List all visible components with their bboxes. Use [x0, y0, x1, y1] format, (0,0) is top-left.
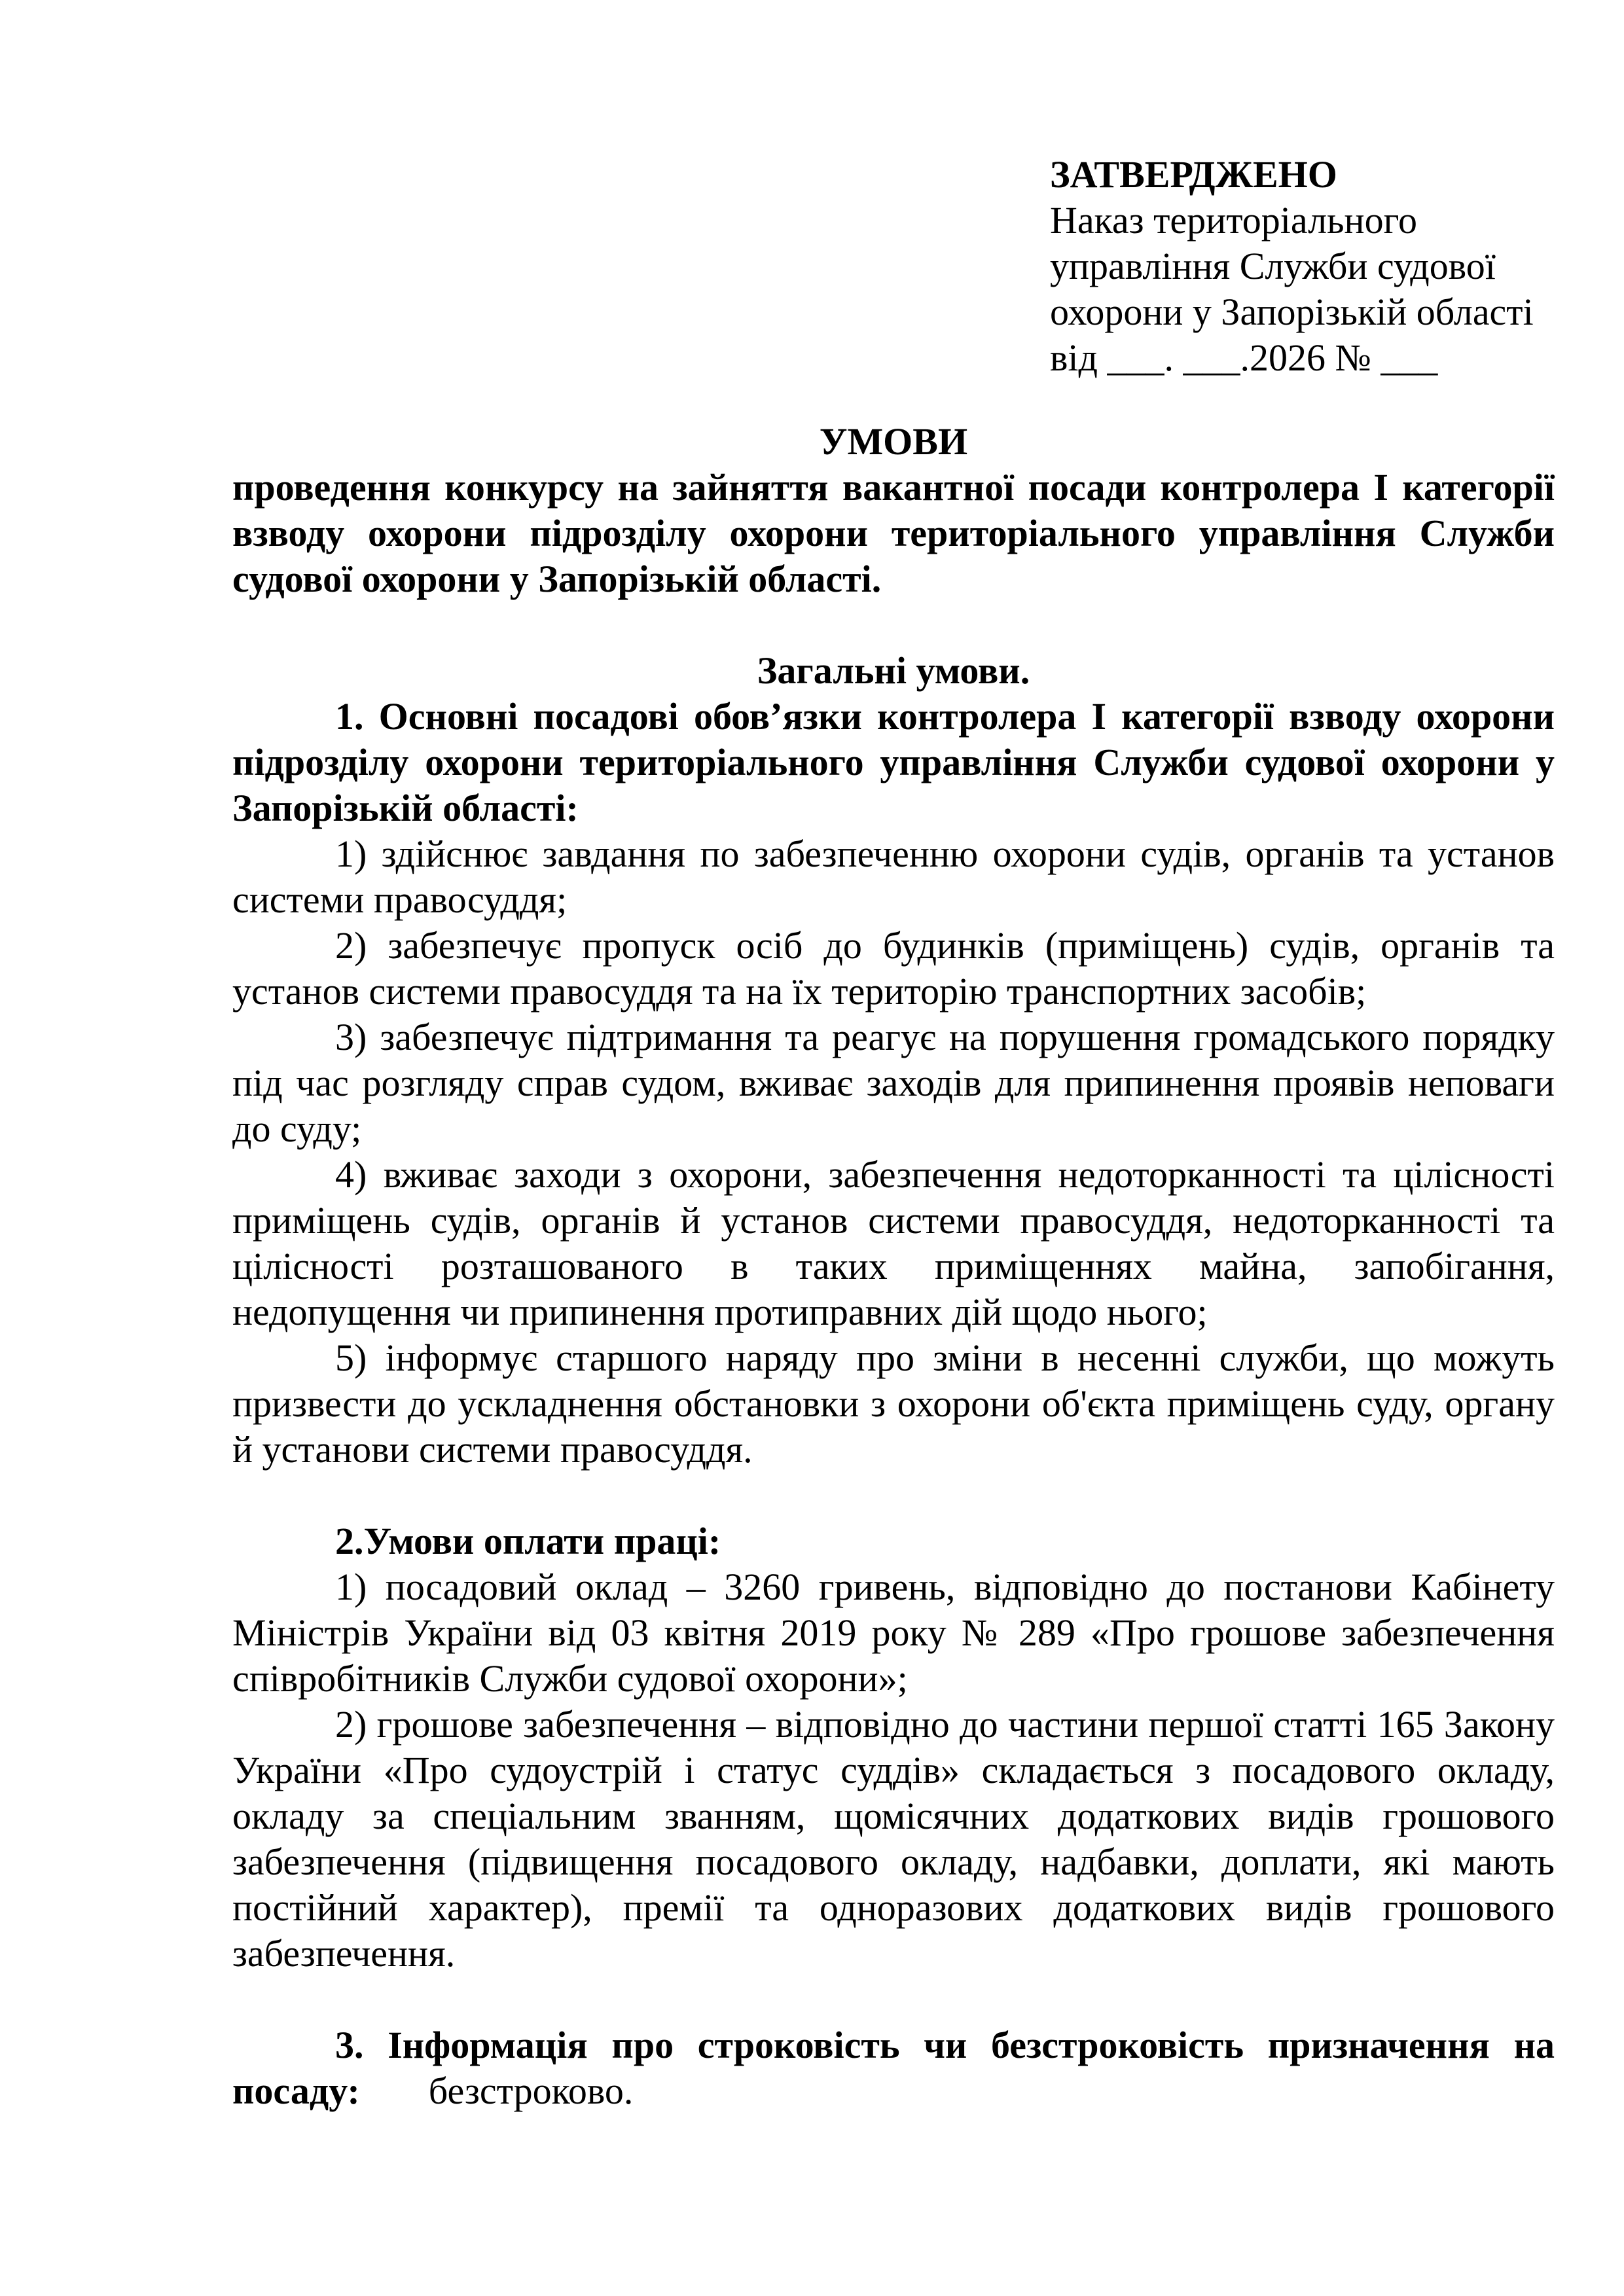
list-item: 4) вживає заходи з охорони, забезпечення недоторканності та цілісності приміщень судів, органів й установ системи правосуддя, недоторканності та цілісності розташованого в таких приміщеннях майна, запобігання, недопущення чи припинення протиправних дій щодо нього;: [232, 1153, 1555, 1333]
document-subtitle: проведення конкурсу на зайняття вакантної посади контролера І категорії взводу охорони підрозділу охорони територіального управління Служби судової охорони у Запорізькій області.: [232, 466, 1555, 600]
list-item: 2) забезпечує пропуск осіб до будинків (приміщень) судів, органів та установ системи правосуддя та на їх територію транспортних засобів;: [232, 924, 1555, 1013]
section3-heading: 3. Інформація про строковість чи безстроковість призначення на посаду:: [232, 2024, 1555, 2112]
approval-heading: ЗАТВЕРДЖЕНО: [1050, 153, 1337, 196]
approval-block: [1050, 152, 1587, 381]
list-item: 2) грошове забезпечення – відповідно до частини першої статті 165 Закону України «Про судоустрій і статус суддів» складається з посадового окладу, окладу за спеціальним званням, щомісячних додаткових видів грошового забезпечення (підвищення посадового окладу, надбавки, доплати, які мають постійний характер), премії та одноразових додаткових видів грошового забезпечення.: [232, 1703, 1555, 1975]
approval-date-line: від ___. ___.2026 № ___: [1050, 336, 1438, 379]
approval-line: охорони у Запорізькій області: [1050, 291, 1534, 333]
list-item: 3) забезпечує підтримання та реагує на порушення громадського порядку під час розгляду справ судом, вживає заходів для припинення проявів неповаги до суду;: [232, 1016, 1555, 1150]
document-body: [232, 419, 1555, 2114]
list-item: 1) здійснює завдання по забезпеченню охорони судів, органів та установ системи правосуддя;: [232, 833, 1555, 921]
document-title: УМОВИ: [819, 420, 968, 463]
section3-value: безстроково.: [428, 2070, 634, 2112]
list-item: 5) інформує старшого наряду про зміни в несенні служби, що можуть призвести до ускладнення обстановки з охорони об'єкта приміщень суду, органу й установи системи правосуддя.: [232, 1336, 1555, 1471]
general-heading: Загальні умови.: [757, 649, 1030, 692]
list-item: 1) посадовий оклад – 3260 гривень, відповідно до постанови Кабінету Міністрів України від 03 квітня 2019 року № 289 «Про грошове забезпечення співробітників Служби судової охорони»;: [232, 1566, 1555, 1700]
section2-heading: 2.Умови оплати праці:: [335, 1520, 721, 1562]
approval-line: управління Служби судової: [1050, 245, 1496, 287]
section3: [232, 2022, 1555, 2114]
approval-line: Наказ територіального: [1050, 199, 1417, 242]
section1-heading: 1. Основні посадові обов’язки контролера І категорії взводу охорони підрозділу охорони територіального управління Служби судової охорони у Запорізькій області:: [232, 695, 1555, 829]
